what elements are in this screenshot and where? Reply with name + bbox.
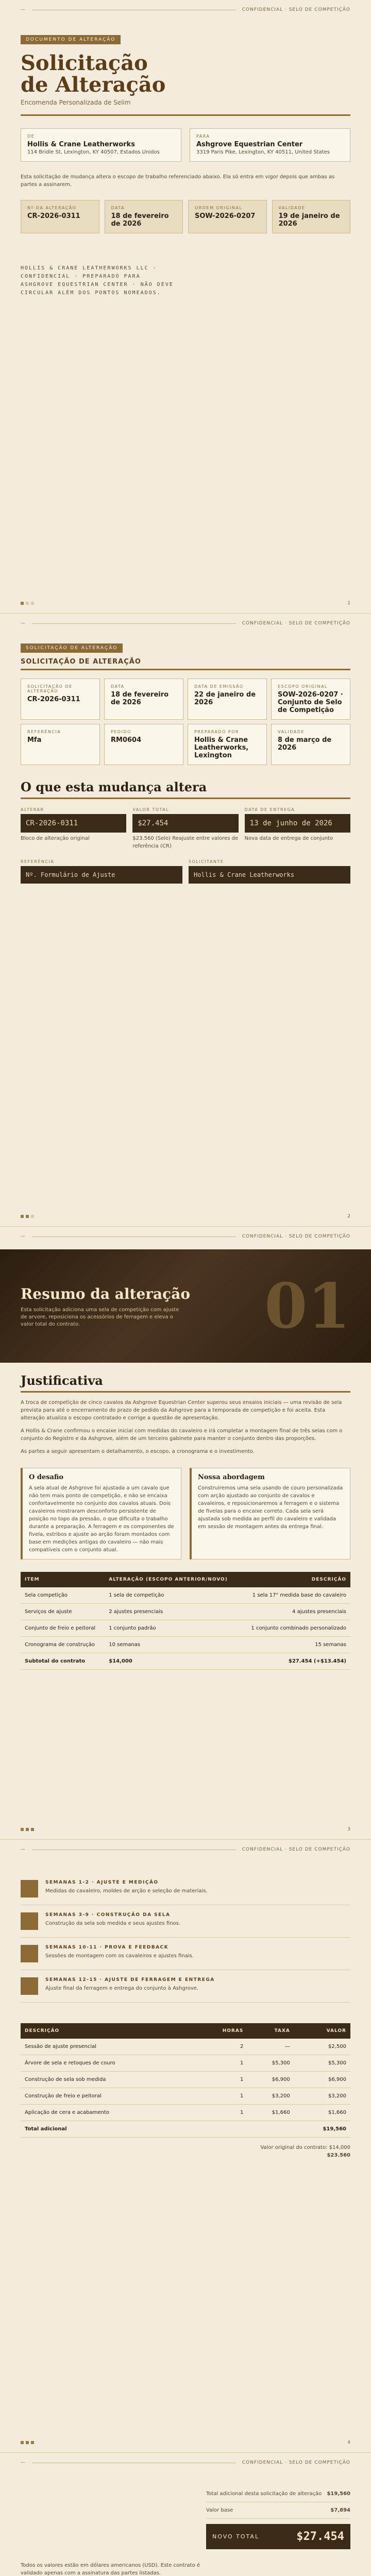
page-header: — CONFIDENCIAL · SELO DE COMPETIÇÃO	[21, 621, 350, 626]
page-header: — CONFIDENCIAL · SELO DE COMPETIÇÃO	[21, 1847, 350, 1852]
meta-validity	[272, 200, 351, 233]
p2-tag: SOLICITAÇÃO DE ALTERAÇÃO	[21, 643, 123, 653]
banner-subtitle: Esta solicitação adiciona uma sela de competição com ajuste de arvore, reposiciona os acessórios de ferragem e eleva o valor total do contrato.	[21, 1307, 179, 1327]
table-row: Cronograma de construção 10 semanas 15 semanas	[21, 1637, 350, 1653]
just-p3: As partes a seguir apresentam o detalhamento, o escopo, a cronograma e o investimento.	[21, 1449, 255, 1454]
milestone-icon	[21, 1977, 38, 1995]
page-header: — CONFIDENCIAL · SELO DE COMPETIÇÃO	[21, 1234, 350, 1239]
milestone-icon	[21, 1945, 38, 1962]
meta-label: ORDEM ORIGINAL	[195, 206, 243, 210]
to-box	[190, 128, 350, 162]
challenge-title: O desafio	[29, 1473, 64, 1481]
page-number: 1	[347, 601, 350, 606]
milestones	[21, 1873, 350, 2003]
approach-title: Nossa abordagem	[198, 1473, 265, 1481]
header-left-mark: —	[21, 7, 26, 12]
total-block: VALOR TOTAL $27.454 $23.560 (Selo) Reajuste entre valores de referência (CR)	[132, 807, 239, 849]
page-footer	[21, 1827, 350, 1832]
page-number: 2	[347, 1214, 350, 1219]
field: DATA DE EMISSÃO 22 de janeiro de 2026	[188, 679, 267, 720]
field: SOLICITAÇÃO DE ALTERAÇÃO CR-2026-0311	[21, 679, 100, 720]
page-dots	[21, 602, 34, 605]
banner-title: Resumo da alteração	[21, 1285, 191, 1302]
new-total: NOVO TOTAL $27.454	[206, 2524, 350, 2549]
table-row: Conjunto de freio e peitoral 1 conjunto padrão 1 conjunto combinado personalizado	[21, 1620, 350, 1637]
page-header: — CONFIDENCIAL · SELO DE COMPETIÇÃO	[21, 2460, 350, 2465]
scope-table: ITEM ALTERAÇÃO (ESCOPO ANTERIOR/NOVO) DESCRIÇÃO Sela competição 1 sela de competição 1 sela 17" medida base do cavaleiro Serviços de ajuste 2 ajustes presenciais 4 ajustes presenciais Conjunto de freio e peitoral 1 conjunto padrão 1 conjunto combinado personalizado Cronograma de construção 10 semanas 15 semanas Subtotal do contrato $14,000 $27.454 (+$13.454)	[21, 1572, 350, 1670]
milestone: SEMANAS 12-15 · AJUSTE DE FERRAGEM E ENTREGA Ajuste final da ferragem e entrega do conjunto à Ashgrove.	[21, 1970, 350, 2003]
meta-label: VALIDADE	[278, 206, 306, 210]
p2-section-title: O que esta mudança altera	[21, 779, 207, 794]
page-footer	[21, 2440, 350, 2445]
banner-text	[21, 1285, 190, 1328]
from-label: DE	[27, 134, 35, 139]
milestone: SEMANAS 3-9 · CONSTRUÇÃO DA SELA Construção da sela sob medida e seus ajustes finos.	[21, 1905, 350, 1938]
cover-stamp: HOLLIS & CRANE LEATHERWORKS LLC · CONFIDENCIAL · PREPARADO PARA ASHGROVE EQUESTRIAN CENTER · NÃO DEVE CIRCULAR ALÉM DOS PONTOS NOMEADOS.	[21, 265, 174, 296]
table-row: Aplicação de cera e acabamento 1 $1,660 $1,660	[21, 2105, 350, 2121]
table-row: Árvore de sela e retoques de couro 1 $5,300 $5,300	[21, 2055, 350, 2072]
cover-title	[21, 53, 350, 96]
field: PEDIDO RM0604	[104, 724, 183, 765]
page-timeline	[0, 1839, 371, 2452]
table-row: Sessão de ajuste presencial 2 — $2,500	[21, 2039, 350, 2055]
delivery-block: DATA DE ENTREGA 13 de junho de 2026 Nova data de entrega de conjunto	[245, 807, 350, 850]
table-row: Serviços de ajuste 2 ajustes presenciais 4 ajustes presenciais	[21, 1604, 350, 1620]
table-row: Construção de sela sob medida 1 $6,900 $6,900	[21, 2072, 350, 2088]
milestone: SEMANAS 1-2 · AJUSTE E MEDIÇÃO Medidas do cavaleiro, moldes de arção e seleção de materiais.	[21, 1873, 350, 1905]
field: REFERÊNCIA Mfa	[21, 724, 100, 765]
cover-title-line2: de Alteração	[21, 73, 166, 97]
meta-value: 18 de fevereiro de 2026	[111, 212, 169, 228]
meta-value: 19 de janeiro de 2026	[278, 212, 340, 228]
change-block: ALTERAR CR-2026-0311 Bloco de alteração original	[21, 807, 126, 850]
header-right-text: CONFIDENCIAL · SELO DE COMPETIÇÃO	[242, 2460, 350, 2465]
cover-subtitle: Encomenda Personalizada de Selim	[21, 99, 131, 106]
page-payments	[0, 2452, 371, 2576]
ref-block: REFERÊNCIA Nº. Formulário de Ajuste	[21, 859, 182, 884]
summary-banner	[0, 1249, 371, 1363]
field: PREPARADO POR Hollis & Crane Leatherworks, Lexington	[188, 724, 267, 765]
header-right-text: CONFIDENCIAL · SELO DE COMPETIÇÃO	[242, 1847, 350, 1852]
to-name: Ashgrove Equestrian Center	[196, 141, 303, 148]
orig-note: Valor original do contrato: $14,000 $23.560	[260, 2145, 350, 2158]
meta-value: CR-2026-0311	[27, 212, 80, 220]
sum-row: Valor base $7,894	[206, 2502, 350, 2519]
totals-box	[206, 2486, 350, 2549]
p2-ref-row	[21, 859, 350, 884]
meta-label: DATA	[111, 206, 125, 210]
table-row-total: Total adicional $19,560	[21, 2121, 350, 2138]
page-summary	[0, 1226, 371, 1839]
just-p2: A Hollis & Crane confirmou o encaixe inicial com medidas do cavaleiro e irá completar a montagem final de três selas com o conjunto do Registro e da Ashgrove, além de um terceiro gabinete para manter o conjunto dentro das proporções.	[21, 1428, 343, 1442]
investment-table: DESCRIÇÃO HORAS TAXA VALOR Sessão de ajuste presencial 2 — $2,500 Árvore de sela e retoques de couro 1 $5,300 $5,300 Construção de sela sob medida 1 $6,900 $6,900 Construção de freio e peitoral 1 $3,200 $3,200 Aplicação de cera e acabamento 1 $1,660 $1,660 Total adicional $19,560	[21, 2023, 350, 2138]
meta-original-order	[188, 200, 267, 233]
p5-note: Todos os valores estão em dólares americanos (USD). Este contrato é validado apenas com a assinatura das partes listadas.	[21, 2563, 200, 2576]
page-details	[0, 613, 371, 1226]
cover-rule	[21, 114, 350, 116]
meta-date	[105, 200, 183, 233]
page-footer	[21, 1214, 350, 1219]
p2-fields	[21, 679, 350, 765]
milestone-icon	[21, 1880, 38, 1897]
to-address: 3319 Paris Pike, Lexington, KY 40511, United States	[196, 149, 330, 155]
page-number: 4	[347, 2440, 350, 2445]
cover-intro: Esta solicitação de mudança altera o escopo de trabalho referenciado abaixo. Ela só entra em vigor depois que ambas as partes a assinarem.	[21, 174, 335, 188]
header-right-text: CONFIDENCIAL · SELO DE COMPETIÇÃO	[242, 1234, 350, 1239]
from-name: Hollis & Crane Leatherworks	[27, 141, 135, 148]
milestone: SEMANAS 10-11 · PROVA E FEEDBACK Sessões de montagem com os cavaleiros e ajustes finais.	[21, 1938, 350, 1970]
meta-label: Nº DA ALTERAÇÃO	[27, 206, 77, 210]
table-row: Construção de freio e peitoral 1 $3,200 $3,200	[21, 2088, 350, 2105]
challenge-box	[21, 1468, 181, 1560]
table-row: Sela competição 1 sela de competição 1 sela 17" medida base do cavaleiro	[21, 1587, 350, 1604]
cover-tag: DOCUMENTO DE ALTERAÇÃO	[21, 35, 121, 44]
just-title: Justificativa	[21, 1373, 103, 1388]
sum-row: Total adicional desta solicitação de alteração $19,560	[206, 2486, 350, 2502]
approach-box	[190, 1468, 350, 1560]
banner-number: 01	[264, 1270, 350, 1343]
field: ESCOPO ORIGINAL SOW-2026-0207 · Conjunto de Selo de Competição	[271, 679, 350, 720]
field: DATA 18 de fevereiro de 2026	[104, 679, 183, 720]
page-header	[0, 0, 371, 18]
p2-heading: SOLICITAÇÃO DE ALTERAÇÃO	[21, 658, 141, 666]
just-p1: A troca de competição de cinco cavalos da Ashgrove Equestrian Center superou seus ensaios iniciais — uma revisão de sela prevista para até o encerramento do prazo de pedido da Ashgrove para a temporada de competição e foi aceita. Esta alteração atualiza o escopo contratado e corrige a questão de apresentação.	[21, 1400, 342, 1421]
p2-code-row	[21, 807, 350, 850]
header-right-text: CONFIDENCIAL · SELO DE COMPETIÇÃO	[242, 621, 350, 626]
page-footer	[21, 601, 350, 606]
challenge-approach	[21, 1468, 350, 1560]
to-label: PARA	[196, 134, 210, 139]
field: VALIDADE 8 de março de 2026	[271, 724, 350, 765]
page-number: 3	[347, 1827, 350, 1832]
requester-block: SOLICITANTE Hollis & Crane Leatherworks	[189, 859, 350, 884]
cover-title-line1: Solicitação	[21, 51, 148, 75]
from-box	[21, 128, 181, 162]
milestone-icon	[21, 1912, 38, 1930]
page-cover	[0, 0, 371, 613]
approach-text: Construiremos uma sela usando de couro personalizada com arção ajustado ao conjunto de cavalos e cavaleiros, e reposicionaremos a ferragem e o sistema de fivelas para o encaixe correto. Cada sela será ajustada sob medida ao perfil do cavaleiro e validada em sessão de montagem antes da entrega final.	[198, 1485, 343, 1530]
from-address: 114 Bridle St, Lexington, KY 40507, Estados Unidos	[27, 149, 160, 155]
cover-meta-row	[21, 200, 350, 233]
header-right-text: CONFIDENCIAL · SELO DE COMPETIÇÃO	[242, 7, 350, 12]
challenge-text: A sela atual de Ashgrove foi ajustada a um cavalo que não tem mais ponto de competição, e não se encaixa confortavelmente no conjunto dos cavalos atuais. Dois cavaleiros mostraram desconforto persistente de posição no topo da pressão, o que dificulta o trabalho durante a preparação. A ferragem e os componentes de fivela, estribos e ajuste ao arção foram montados com base em medições antigas do cavaleiro — não mais compatíveis com o conjunto atual.	[29, 1485, 174, 1553]
meta-change-no	[21, 200, 99, 233]
table-row: Subtotal do contrato $14,000 $27.454 (+$13.454)	[21, 1653, 350, 1670]
meta-value: SOW-2026-0207	[195, 212, 256, 220]
